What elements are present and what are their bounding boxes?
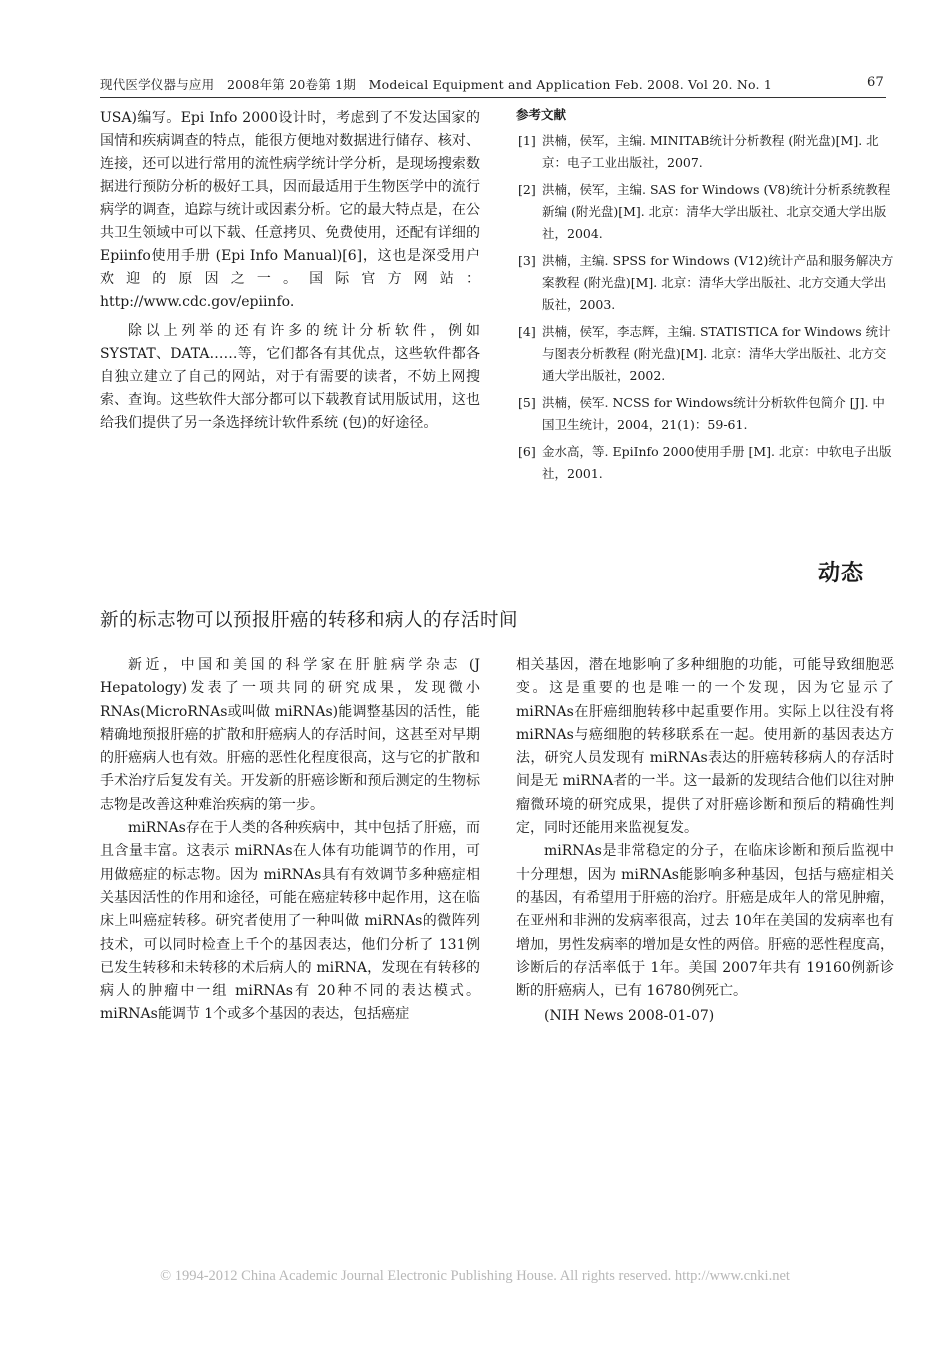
paragraph: miRNAs是非常稳定的分子，在临床诊断和预后监视中十分理想，因为 miRNAs能影响多种基因，包括与癌症相关的基因，有希望用于肝癌的治疗。肝癌是成年人的常见肿瘤，在亚州和非洲的发病率很高，过去 10年在美国的发病率也有增加，男性发病率的增加是女性的两倍。肝癌的恶性程度高，诊断后的存活率低于 1年。美国 2007年共有 19160例新诊断的肝癌病人，已有 16780例死亡。 [516,843,894,1000]
reference-item [516,321,894,387]
reference-number: [1] [518,133,536,148]
page-number: 67 [867,75,884,90]
reference-item [516,130,894,174]
reference-number: [4] [518,324,536,339]
reference-number: [5] [518,395,536,410]
article-column-right [516,654,894,1029]
reference-item [516,179,894,245]
reference-text: 洪楠，主编. SPSS for Windows (V12)统计产品和服务解决方案教程 (附光盘)[M]. 北京：清华大学出版社、北方交通大学出版社，2003. [542,253,894,312]
section-title: 动态 [817,561,864,586]
paragraph: miRNAs存在于人类的各种疾病中，其中包括了肝癌，而且含量丰富。这表示 miRNAs在人体有功能调节的作用，可用做癌症的标志物。因为 miRNAs具有有效调节多种癌症相关基因活性的作用和途径，可能在癌症转移中起作用，这在临床上叫癌症转移。研究者使用了一种叫做 miRNAs的微阵列技术，可以同时检查上千个的基因表达，他们分析了 131例已发生转移和未转移的术后病人的 miRNA，发现在有转移的病人的肿瘤中一组 miRNAs有 20种不同的表达模式。miRNAs能调节 1个或多个基因的表达，包括癌症 [100,820,480,1023]
references-title: 参考文献 [516,107,567,122]
paragraph: USA)编写。Epi Info 2000设计时，考虑到了不发达国家的国情和疾病调查的特点，能很方便地对数据进行储存、核对、连接，还可以进行常用的流性病学统计学分析，是现场搜索数据进行预防分析的极好工具，因而最适用于生物医学中的流行病学的调查，追踪与统计或因素分析。它的最大特点是，在公共卫生领域中可以下载、任意拷贝、免费使用，还配有详细的 Epiinfo使用手册 (Epi Info Manual)[6]，这也是深受用户欢迎的原因之一。国际官方网站：http://www.cdc.gov/epiinfo. [100,110,480,310]
paragraph: 新近，中国和美国的科学家在肝脏病学杂志 (J Hepatology)发表了一项共同的研究成果，发现微小RNAs(MicroRNAs或叫做 miRNAs)能调整基因的活性，能精确地预报肝癌的扩散和肝癌病人的存活时间，这甚至对早期的肝癌病人也有效。肝癌的恶性化程度很高，这与它的扩散和手术治疗后复发有关。开发新的肝癌诊断和预后测定的生物标志物是改善这种难治疾病的第一步。 [100,657,480,813]
reference-text: 金水高，等. EpiInfo 2000使用手册 [M]. 北京：中软电子出版社，2001. [542,444,892,481]
reference-number: [2] [518,182,536,197]
reference-number: [6] [518,444,536,459]
reference-number: [3] [518,253,536,268]
reference-text: 洪楠，侯军，李志辉，主编. STATISTICA for Windows 统计与图表分析教程 (附光盘)[M]. 北京：清华大学出版社、北方交通大学出版社，2002. [542,324,891,383]
paragraph: 相关基因，潜在地影响了多种细胞的功能，可能导致细胞恶变。这是重要的也是唯一的一个发现，因为它显示了 miRNAs在肝癌细胞转移中起重要作用。实际上以往没有将 miRNAs与癌细胞的转移联系在一起。使用新的基因表达方法，研究人员发现有 miRNAs表达的肝癌转移病人的存活时间是无 miRNA者的一半。这一最新的发现结合他们以往对肿瘤微环境的研究成果，提供了对肝癌诊断和预后的精确性判定，同时还能用来监视复发。 [516,657,894,837]
header-rule [100,97,886,98]
reference-item [516,441,894,485]
article-title: 新的标志物可以预报肝癌的转移和病人的存活时间 [100,610,519,631]
references-section [516,104,894,490]
reference-item [516,250,894,316]
journal-header-text: 现代医学仪器与应用 2008年第 20卷第 1期 Modeical Equipment and Application Feb. 2008. Vol 20. No. 1 [100,77,773,92]
article-column-left [100,654,480,1027]
copyright-footer: © 1994-2012 China Academic Journal Electronic Publishing House. All rights reserved. http://www.cnki.net [160,1268,790,1284]
reference-text: 洪楠，侯军，主编. SAS for Windows (V8)统计分析系统教程新编 (附光盘)[M]. 北京：清华大学出版社、北京交通大学出版社，2004. [542,182,891,241]
left-column-top [100,107,480,435]
reference-text: 洪楠，侯军，主编. MINITAB统计分析教程 (附光盘)[M]. 北京：电子工业出版社，2007. [542,133,879,170]
running-header [100,75,884,93]
reference-text: 洪楠，侯军. NCSS for Windows统计分析软件包简介 [J]. 中国卫生统计，2004，21(1)：59-61. [542,395,885,432]
paragraph: 除以上列举的还有许多的统计分析软件，例如 SYSTAT、DATA……等，它们都各有其优点，这些软件都各自独立建立了自己的网站，对于有需要的读者，不妨上网搜索、查询。这些软件大部分都可以下载教育试用版试用，这也给我们提供了另一条选择统计软件系统 (包)的好途径。 [100,323,480,431]
news-source: (NIH News 2008-01-07) [544,1008,715,1025]
reference-item [516,392,894,436]
